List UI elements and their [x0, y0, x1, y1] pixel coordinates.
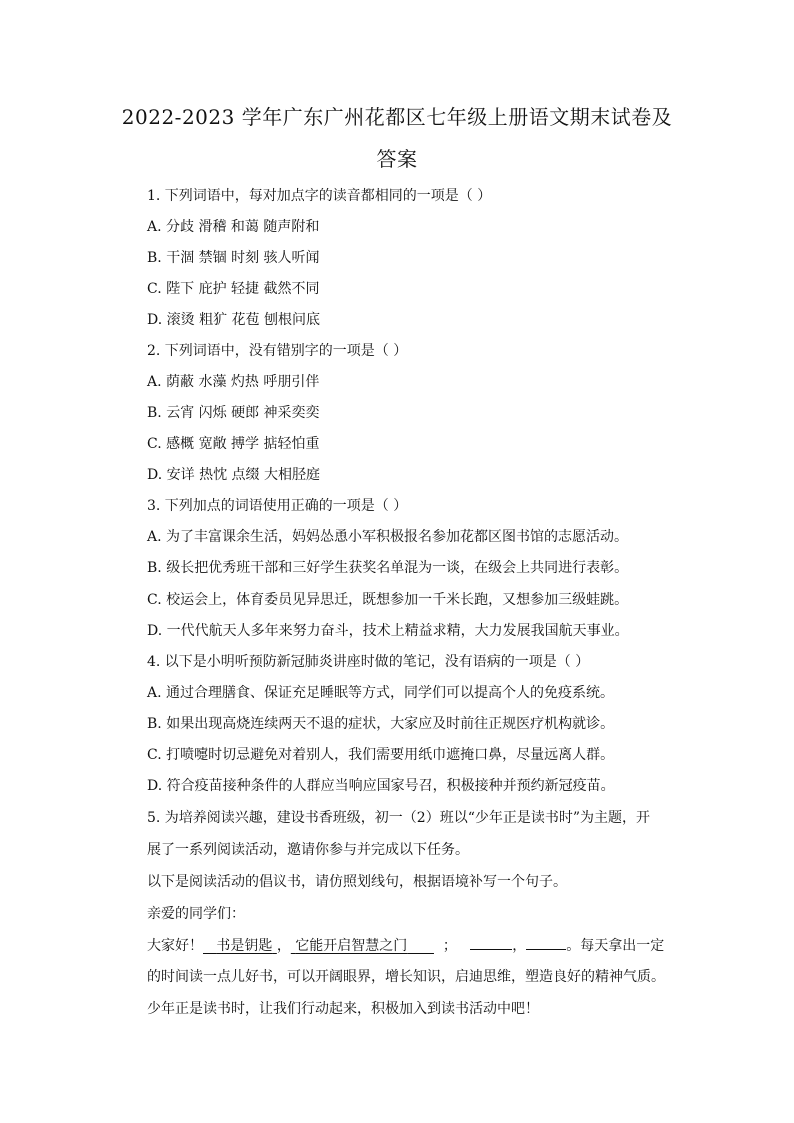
letter-paragraph-line-1: [147, 937, 664, 954]
question-5-instruction: 以下是阅读活动的倡议书，请仿照划线句，根据语境补写一个句子。: [147, 874, 567, 890]
question-1-option-a: A. 分歧 滑稽 和蔼 随声附和: [147, 219, 320, 235]
comma: ，: [512, 938, 527, 954]
question-3-option-d: D. 一代代航天人多年来努力奋斗，技术上精益求精，大力发展我国航天事业。: [147, 623, 629, 639]
question-1-option-c: C. 陛下 庇护 轻捷 截然不同: [147, 281, 320, 297]
question-2-stem: 2. 下列词语中，没有错别字的一项是（ ）: [147, 343, 408, 359]
underlined-example-part-2: 它能开启智慧之门: [295, 938, 408, 954]
question-1-stem: 1. 下列词语中，每对加点字的读音都相同的一项是（ ）: [147, 188, 492, 204]
document-title-line-2: 答案: [376, 147, 418, 171]
question-4-option-c: C. 打喷嚏时切忌避免对着别人，我们需要用纸巾遮掩口鼻，尽量远离人群。: [147, 747, 615, 763]
question-3-stem: 3. 下列加点的词语使用正确的一项是（ ）: [147, 498, 408, 514]
comma: ，: [276, 938, 291, 954]
answer-blank-1[interactable]: [470, 937, 512, 950]
letter-greeting: 亲爱的同学们：: [147, 906, 245, 922]
letter-paragraph-tail: 。每天拿出一定: [566, 938, 665, 954]
question-1-option-d: D. 滚烫 粗犷 花苞 刨根问底: [147, 312, 320, 328]
question-4-option-d: D. 符合疫苗接种条件的人群应当响应国家号召，积极接种并预约新冠疫苗。: [147, 778, 615, 794]
question-3-option-c: C. 校运会上，体育委员见异思迁，既想参加一千米长跑，又想参加三级蛙跳。: [147, 592, 629, 608]
question-1-option-b: B. 干涸 禁锢 时刻 骇人听闻: [147, 250, 320, 266]
question-4-option-a: A. 通过合理膳食、保证充足睡眠等方式，同学们可以提高个人的免疫系统。: [147, 685, 615, 701]
question-4-stem: 4. 以下是小明听预防新冠肺炎讲座时做的笔记，没有语病的一项是（ ）: [147, 654, 590, 670]
question-3-option-a: A. 为了丰富课余生活，妈妈怂恿小军积极报名参加花都区图书馆的志愿活动。: [147, 529, 629, 545]
letter-paragraph-line-2: 的时间读一点儿好书，可以开阔眼界，增长知识，启迪思维，塑造良好的精神气质。: [147, 969, 665, 985]
question-4-option-b: B. 如果出现高烧连续两天不退的症状，大家应及时前往正规医疗机构就诊。: [147, 716, 615, 732]
question-2-option-d: D. 安详 热忱 点缀 大相胫庭: [147, 467, 320, 483]
question-2-option-c: C. 感概 宽敞 搏学 掂轻怕重: [147, 436, 320, 452]
question-2-option-b: B. 云宵 闪烁 硬郎 神采奕奕: [147, 405, 320, 421]
question-5-stem-line-1: 5. 为培养阅读兴趣，建设书香班级，初一（2）班以“少年正是读书时”为主题，开: [147, 810, 651, 826]
question-5-stem-line-2: 展了一系列阅读活动，邀请你参与并完成以下任务。: [147, 842, 469, 858]
question-2-option-a: A. 荫蔽 水藻 灼热 呼朋引伴: [147, 374, 320, 390]
semicolon: ；: [442, 938, 457, 954]
document-title-line-1: 2022-2023 学年广东广州花都区七年级上册语文期末试卷及: [121, 105, 673, 129]
question-3-option-b: B. 级长把优秀班干部和三好学生获奖名单混为一谈，在级会上共同进行表彰。: [147, 560, 629, 576]
letter-paragraph-line-3: 少年正是读书时，让我们行动起来，积极加入到读书活动中吧！: [147, 1001, 539, 1017]
underlined-example-part-1: 书是钥匙: [216, 938, 273, 954]
letter-opening: 大家好！: [147, 938, 203, 954]
answer-blank-2[interactable]: [526, 937, 566, 950]
